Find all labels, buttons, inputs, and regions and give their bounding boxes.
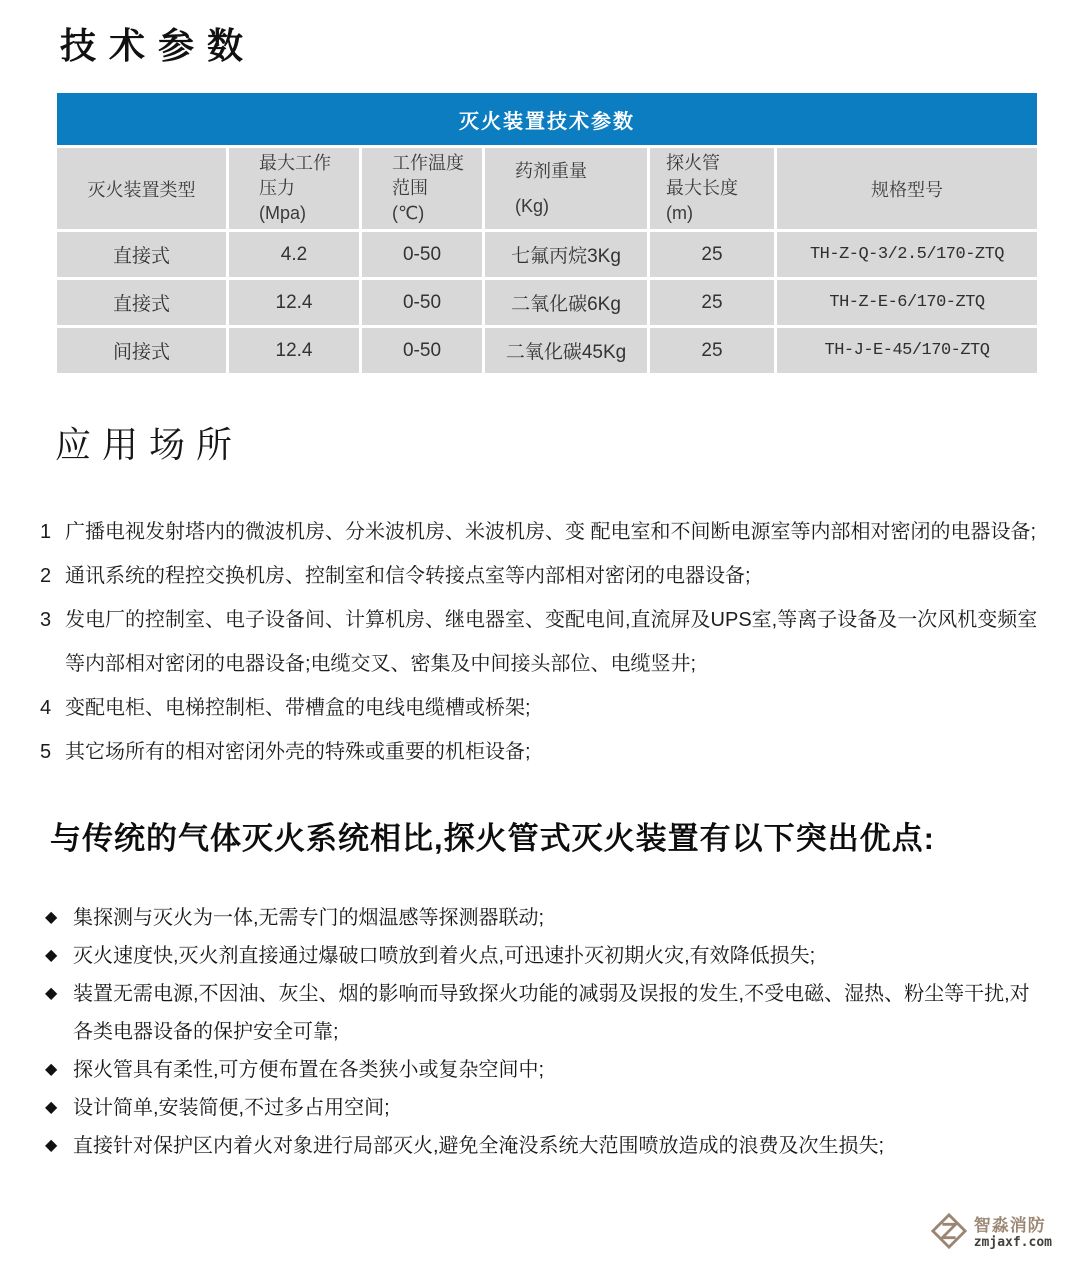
table-cell: 直接式 [57, 280, 226, 325]
advantages-title: 与传统的气体灭火系统相比,探火管式灭火装置有以下突出优点: [50, 821, 935, 857]
list-item [45, 1127, 1045, 1165]
applications-list [40, 510, 1040, 774]
list-item [45, 899, 1045, 937]
table-cell: 0-50 [362, 328, 482, 373]
table-cell: 25 [650, 280, 774, 325]
logo-brand-text: 智淼消防 [973, 1216, 1046, 1236]
list-item [40, 598, 1040, 686]
list-text: 发电厂的控制室、电子设备间、计算机房、继电器室、变配电间,直流屏及UPS室,等离子设备及一次风机变频室等内部相对密闭的电器设备;电缆交叉、密集及中间接头部位、电缆竖井; [65, 609, 1038, 676]
column-header-tube-length: 探火管 最大长度 (m) [650, 148, 774, 229]
list-number: 5 [40, 741, 52, 764]
column-header-type: 灭火装置类型 [57, 148, 226, 229]
list-text: 直接针对保护区内着火对象进行局部灭火,避免全淹没系统大范围喷放造成的浪费及次生损失; [73, 1135, 885, 1158]
table-cell: 二氧化碳6Kg [485, 280, 647, 325]
applications-title: 应用场所 [55, 424, 244, 466]
diamond-bullet-icon: ◆ [45, 1137, 58, 1155]
list-item [45, 1089, 1045, 1127]
list-item [45, 937, 1045, 975]
diamond-bullet-icon: ◆ [45, 1061, 58, 1079]
table-cell-model: TH-J-E-45/170-ZTQ [777, 328, 1037, 373]
logo-site-text: zmjaxf.com [973, 1234, 1052, 1250]
document-page [0, 24, 1080, 1261]
column-header-agent-weight: 药剂重量 (Kg) [485, 148, 647, 229]
table-cell: 0-50 [362, 232, 482, 277]
table-cell: 间接式 [57, 328, 226, 373]
list-text: 装置无需电源,不因油、灰尘、烟的影响而导致探火功能的减弱及误报的发生,不受电磁、湿热、粉尘等干扰,对各类电器设备的保护安全可靠; [73, 983, 1030, 1044]
list-item [45, 975, 1045, 1051]
list-text: 探火管具有柔性,可方便布置在各类狭小或复杂空间中; [73, 1059, 545, 1082]
list-text: 灭火速度快,灭火剂直接通过爆破口喷放到着火点,可迅速扑灭初期火灾,有效降低损失; [73, 945, 816, 968]
diamond-bullet-icon: ◆ [45, 1099, 58, 1117]
list-number: 4 [40, 697, 52, 720]
list-text: 集探测与灭火为一体,无需专门的烟温感等探测器联动; [73, 907, 545, 930]
list-item [45, 1051, 1045, 1089]
list-number: 2 [40, 565, 52, 588]
table-cell: 4.2 [229, 232, 359, 277]
advantages-list [45, 899, 1045, 1165]
list-item [40, 510, 1040, 554]
table-cell: 0-50 [362, 280, 482, 325]
tech-params-table [57, 93, 1037, 373]
column-header-temp-range: 工作温度 范围 (℃) [362, 148, 482, 229]
list-item [40, 686, 1040, 730]
table-grid [57, 148, 1037, 373]
diamond-bullet-icon: ◆ [45, 909, 58, 927]
list-number: 1 [40, 521, 52, 544]
list-item [40, 554, 1040, 598]
list-text: 变配电柜、电梯控制柜、带槽盒的电线电缆槽或桥架; [65, 697, 531, 720]
diamond-bullet-icon: ◆ [45, 947, 58, 965]
list-text: 其它场所有的相对密闭外壳的特殊或重要的机柜设备; [65, 741, 531, 764]
list-number: 3 [40, 609, 52, 632]
table-cell: 25 [650, 232, 774, 277]
table-cell: 直接式 [57, 232, 226, 277]
column-header-model: 规格型号 [777, 148, 1037, 229]
table-cell: 七氟丙烷3Kg [485, 232, 647, 277]
list-text: 通讯系统的程控交换机房、控制室和信令转接点室等内部相对密闭的电器设备; [65, 565, 751, 588]
table-title-bar: 灭火装置技术参数 [57, 93, 1037, 145]
tech-params-title: 技术参数 [60, 25, 257, 66]
list-text: 设计简单,安装简便,不过多占用空间; [73, 1097, 390, 1120]
list-text: 广播电视发射塔内的微波机房、分米波机房、米波机房、变 配电室和不间断电源室等内部相对密闭的电器设备; [65, 521, 1037, 544]
brand-logo [930, 1212, 1052, 1255]
table-cell-model: TH-Z-Q-3/2.5/170-ZTQ [777, 232, 1037, 277]
diamond-bullet-icon: ◆ [45, 985, 58, 1003]
table-cell-model: TH-Z-E-6/170-ZTQ [777, 280, 1037, 325]
column-header-pressure: 最大工作 压力 (Mpa) [229, 148, 359, 229]
list-item [40, 730, 1040, 774]
table-cell: 二氧化碳45Kg [485, 328, 647, 373]
logo-diamond-icon [930, 1212, 968, 1255]
table-cell: 12.4 [229, 328, 359, 373]
table-cell: 12.4 [229, 280, 359, 325]
table-cell: 25 [650, 328, 774, 373]
